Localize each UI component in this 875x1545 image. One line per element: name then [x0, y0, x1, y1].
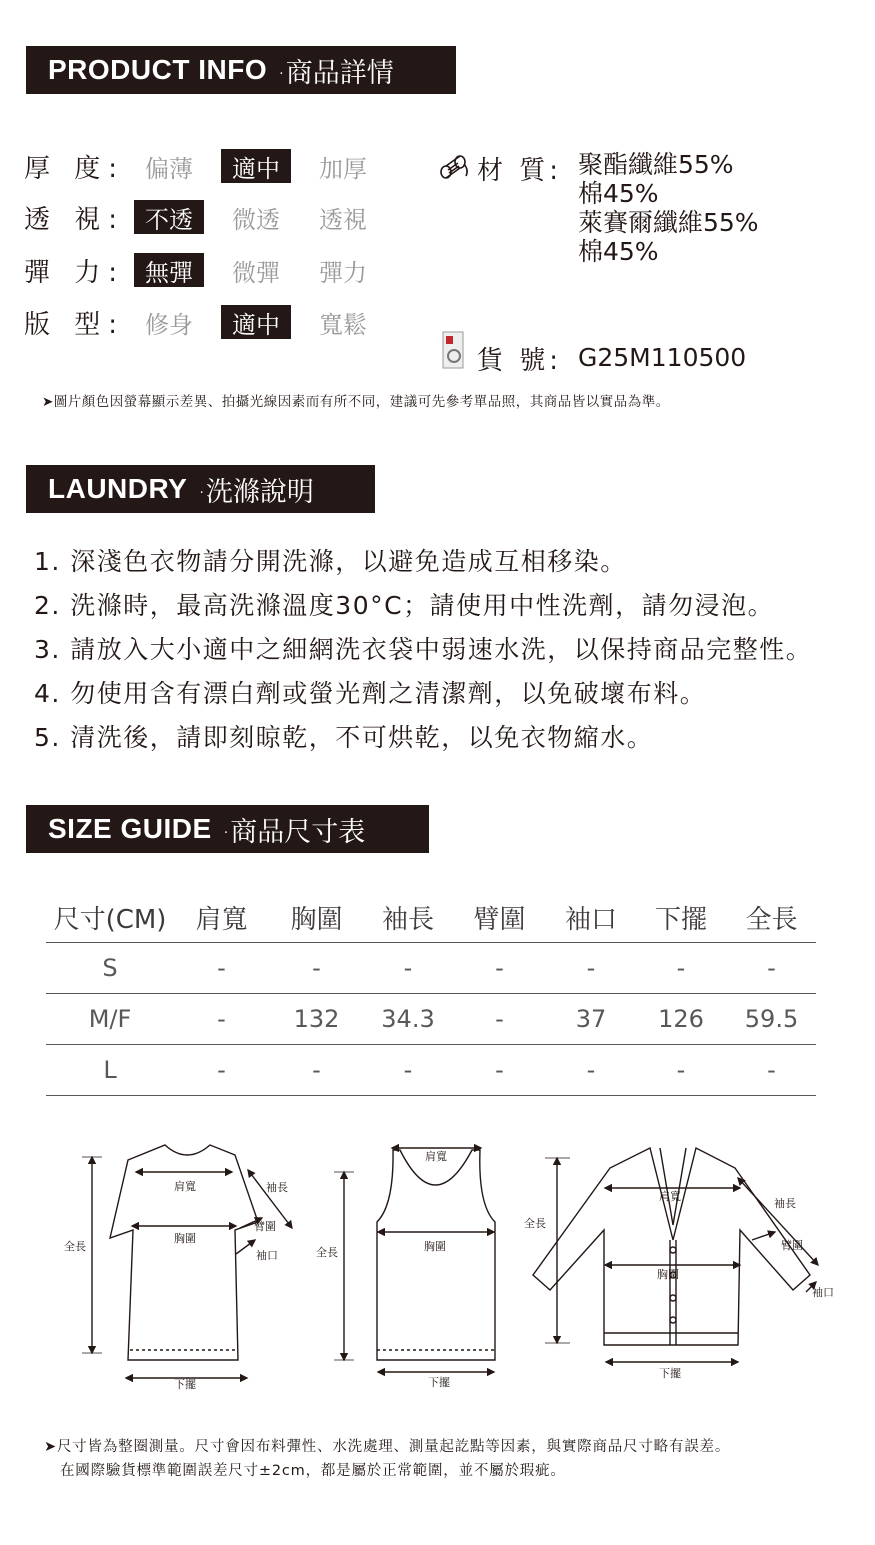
tshirt-arm-label: 臂圍 — [254, 1220, 276, 1233]
size-table-cell: 34.3 — [381, 1005, 435, 1033]
cardigan-chest-label: 胸圍 — [657, 1268, 679, 1281]
cardigan-arm-label: 臂圍 — [781, 1239, 803, 1252]
attribute-option: 偏薄 — [145, 154, 193, 183]
tshirt-chest-label: 胸圍 — [174, 1232, 196, 1245]
attribute-option: 微透 — [232, 205, 280, 234]
attribute-option: 彈力 — [319, 258, 367, 287]
size-table-cell: - — [495, 1005, 504, 1033]
size-table-cell: 132 — [293, 1005, 340, 1033]
size-table-cell: - — [217, 954, 226, 982]
cardigan-hem-label: 下擺 — [659, 1367, 681, 1380]
size-table-column-header: 下擺 — [654, 904, 707, 935]
size-guide-header-en: SIZE GUIDE — [48, 813, 212, 844]
attribute-label: 彈 力: — [24, 257, 126, 288]
size-table-cell: - — [217, 1056, 226, 1084]
size-table-cell: - — [767, 954, 776, 982]
size-table-column-header: 袖口 — [564, 904, 617, 935]
tshirt-shoulder-label: 肩寬 — [174, 1180, 196, 1193]
size-table-cell: - — [767, 1056, 776, 1084]
tshirt-length-label: 全長 — [64, 1240, 86, 1253]
size-table-column-header: 袖長 — [381, 904, 434, 935]
tshirt-cuff-label: 袖口 — [256, 1249, 278, 1262]
attribute-option: 微彈 — [232, 258, 280, 287]
size-table-cell: - — [676, 954, 686, 982]
laundry-item: 3. 請放入大小適中之細網洗衣袋中弱速水洗，以保持商品完整性。 — [34, 635, 813, 664]
tshirt-sleeve-label: 袖長 — [266, 1181, 288, 1194]
attribute-option: 修身 — [145, 310, 193, 339]
cardigan-length-label: 全長 — [524, 1217, 546, 1230]
size-table-cell: - — [586, 954, 596, 982]
laundry-header-zh: ·洗滌說明 — [197, 476, 314, 508]
attribute-label: 厚 度: — [24, 153, 126, 184]
material-line: 棉45% — [578, 179, 659, 208]
size-table-column-header: 尺寸(CM) — [53, 904, 167, 935]
color-disclaimer: ➤圖片顏色因螢幕顯示差異、拍攝光線因素而有所不同，建議可先參考單品照，其商品皆以實品為準。 — [42, 394, 670, 410]
attribute-label: 版 型: — [24, 309, 126, 340]
size-table-column-header: 全長 — [745, 904, 798, 935]
size-footnote — [44, 1435, 730, 1483]
laundry-item: 5. 清洗後，請即刻晾乾，不可烘乾，以免衣物縮水。 — [34, 723, 654, 752]
attribute-option: 透視 — [319, 205, 367, 234]
sku-label: 貨 號: — [477, 346, 563, 376]
size-table-cell: S — [102, 954, 118, 982]
material-line: 萊賽爾纖維55% — [578, 208, 759, 237]
material-label: 材 質: — [477, 156, 563, 186]
laundry-header-en: LAUNDRY — [48, 473, 188, 504]
size-table-cell: 37 — [575, 1005, 607, 1033]
size-table-column-header: 臂圍 — [473, 904, 526, 935]
attribute-option-selected: 無彈 — [134, 253, 204, 287]
cardigan-cuff-label: 袖口 — [812, 1286, 834, 1299]
size-table-cell: M/F — [88, 1005, 132, 1033]
size-guide-header-zh: ·商品尺寸表 — [221, 816, 366, 848]
size-table-cell: - — [403, 954, 413, 982]
size-table-cell: - — [217, 1005, 226, 1033]
tshirt-hem-label: 下擺 — [174, 1378, 196, 1391]
size-table-cell: - — [312, 954, 321, 982]
size-table-column-header: 肩寬 — [195, 904, 248, 935]
attribute-option-selected: 適中 — [221, 305, 291, 339]
material-line: 聚酯纖維55% — [578, 150, 734, 179]
size-table-cell: 126 — [658, 1005, 704, 1033]
size-table-cell: - — [586, 1056, 596, 1084]
laundry-item: 4. 勿使用含有漂白劑或螢光劑之清潔劑，以免破壞布料。 — [34, 679, 707, 708]
size-table-cell: 59.5 — [744, 1005, 799, 1033]
size-table-cell: - — [312, 1056, 321, 1084]
attribute-option-selected: 適中 — [221, 149, 291, 183]
size-table-cell: - — [676, 1056, 686, 1084]
attribute-option-selected: 不透 — [134, 200, 204, 234]
footnote-line: ➤尺寸皆為整圈測量。尺寸會因布料彈性、水洗處理、測量起訖點等因素，與實際商品尺寸略有誤差。 — [44, 1439, 731, 1455]
cardigan-shoulder-label: 肩寬 — [659, 1190, 681, 1203]
tank-hem-label: 下擺 — [428, 1376, 450, 1389]
tank-length-label: 全長 — [316, 1246, 338, 1259]
sku-value: G25M110500 — [578, 343, 747, 372]
cardigan-diagram — [533, 1148, 818, 1362]
material-line: 棉45% — [578, 237, 659, 266]
product-info-header-zh: ·商品詳情 — [277, 57, 394, 89]
attribute-option: 寬鬆 — [319, 310, 367, 339]
laundry-item: 1. 深淺色衣物請分開洗滌，以避免造成互相移染。 — [34, 547, 627, 576]
product-info-header-en: PRODUCT INFO — [48, 54, 268, 85]
tank-shoulder-label: 肩寬 — [425, 1150, 447, 1163]
cardigan-sleeve-label: 袖長 — [774, 1197, 796, 1210]
laundry-item: 2. 洗滌時，最高洗滌溫度30°C；請使用中性洗劑，請勿浸泡。 — [34, 591, 775, 620]
size-table-cell: - — [403, 1056, 413, 1084]
size-table-cell: - — [495, 1056, 504, 1084]
attribute-label: 透 視: — [24, 204, 126, 235]
size-table-cell: L — [103, 1056, 117, 1084]
size-table-cell: - — [495, 954, 504, 982]
footnote-line: 在國際驗貨標準範圍誤差尺寸±2cm，都是屬於正常範圍，並不屬於瑕疵。 — [60, 1463, 566, 1479]
size-table-column-header: 胸圍 — [290, 904, 343, 935]
attribute-option: 加厚 — [319, 154, 367, 183]
tank-diagram — [334, 1148, 495, 1372]
tank-chest-label: 胸圍 — [424, 1240, 446, 1253]
